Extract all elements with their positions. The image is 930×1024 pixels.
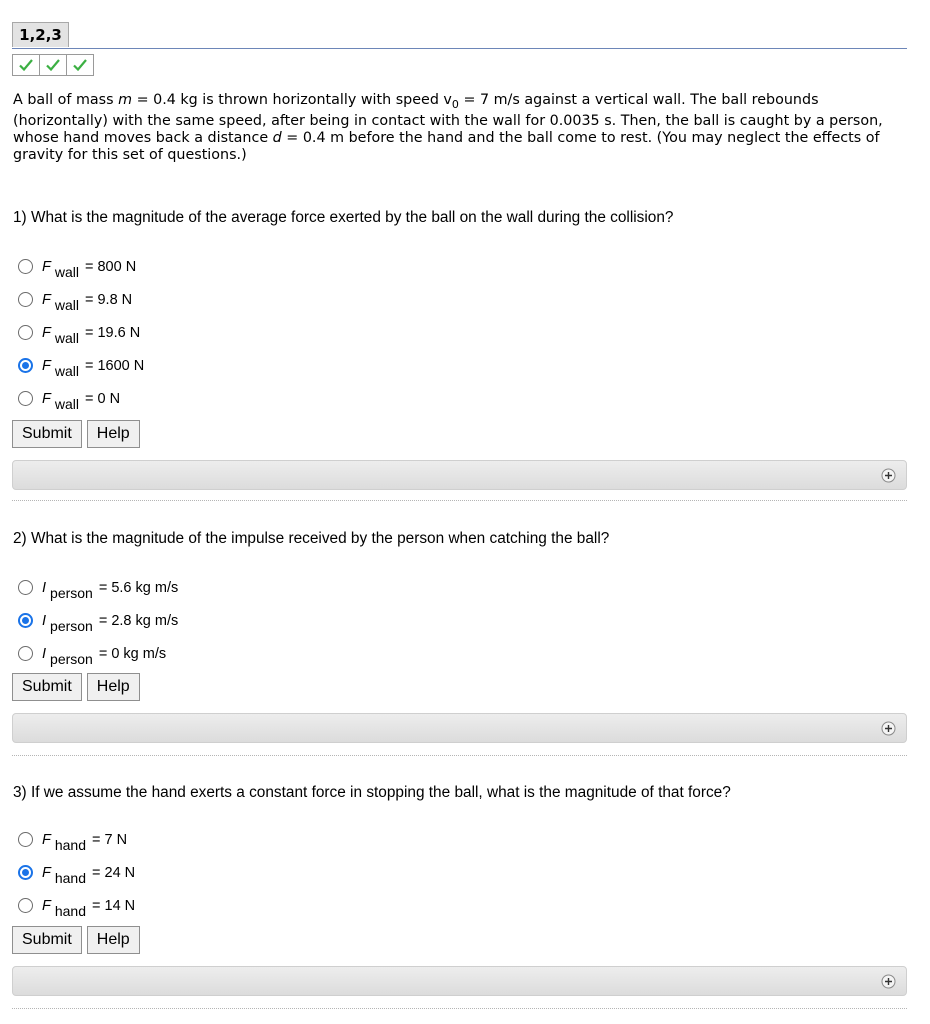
question-3-actions [12,926,140,954]
answer-option[interactable]: F wall = 800 N [18,250,144,283]
section-divider [12,1008,907,1009]
plus-circle-icon[interactable] [881,721,896,736]
radio-button-selected[interactable] [18,358,33,373]
plus-circle-icon[interactable] [881,974,896,989]
radio-button[interactable] [18,391,33,406]
help-button[interactable]: Help [87,926,140,954]
problem-tab-bar [12,22,907,49]
question-1-options [18,250,144,415]
submit-button[interactable]: Submit [12,673,82,701]
question-2-actions [12,673,140,701]
radio-button-selected[interactable] [18,613,33,628]
submit-button[interactable]: Submit [12,420,82,448]
problem-tab[interactable]: 1,2,3 [12,22,69,47]
plus-circle-icon[interactable] [881,468,896,483]
question-2-prompt: 2) What is the magnitude of the impulse received by the person when catching the ball? [13,530,610,547]
section-divider [12,755,907,756]
check-icon [67,55,93,75]
radio-button[interactable] [18,259,33,274]
question-2-options [18,571,178,670]
question-3-options [18,823,135,922]
feedback-panel[interactable] [12,966,907,996]
feedback-panel[interactable] [12,713,907,743]
help-button[interactable]: Help [87,420,140,448]
radio-button[interactable] [18,898,33,913]
question-3-prompt: 3) If we assume the hand exerts a constant force in stopping the ball, what is the magnitude of that force? [13,784,731,801]
check-icon [40,55,67,75]
answer-option[interactable]: F hand = 24 N [18,856,135,889]
help-button[interactable]: Help [87,673,140,701]
answer-option[interactable]: F wall = 0 N [18,382,144,415]
section-divider [12,500,907,501]
question-1-actions [12,420,140,448]
answer-option[interactable]: F wall = 1600 N [18,349,144,382]
status-checkmarks [12,54,94,76]
radio-button-selected[interactable] [18,865,33,880]
radio-button[interactable] [18,292,33,307]
answer-option[interactable]: I person = 5.6 kg m/s [18,571,178,604]
submit-button[interactable]: Submit [12,926,82,954]
answer-option[interactable]: F hand = 7 N [18,823,135,856]
radio-button[interactable] [18,580,33,595]
question-1-prompt: 1) What is the magnitude of the average force exerted by the ball on the wall during the collision? [13,209,674,226]
radio-button[interactable] [18,325,33,340]
answer-option[interactable]: F hand = 14 N [18,889,135,922]
answer-option[interactable]: F wall = 19.6 N [18,316,144,349]
answer-option[interactable]: I person = 2.8 kg m/s [18,604,178,637]
problem-statement: A ball of mass m = 0.4 kg is thrown horizontally with speed $v_0 = 7$ m/s against a vertical wall. The ball rebounds (horizontally) with the same speed, after being in contact with the wall for 0.0035 s. Then, the ball is caught by a person, whose hand moves back a distance d = 0.4 m before the hand and the ball come to rest. (You may neglect the effects of gravity for this set of questions.) [13,92,883,163]
feedback-panel[interactable] [12,460,907,490]
radio-button[interactable] [18,832,33,847]
radio-button[interactable] [18,646,33,661]
check-icon [13,55,40,75]
answer-option[interactable]: I person = 0 kg m/s [18,637,178,670]
answer-option[interactable]: F wall = 9.8 N [18,283,144,316]
